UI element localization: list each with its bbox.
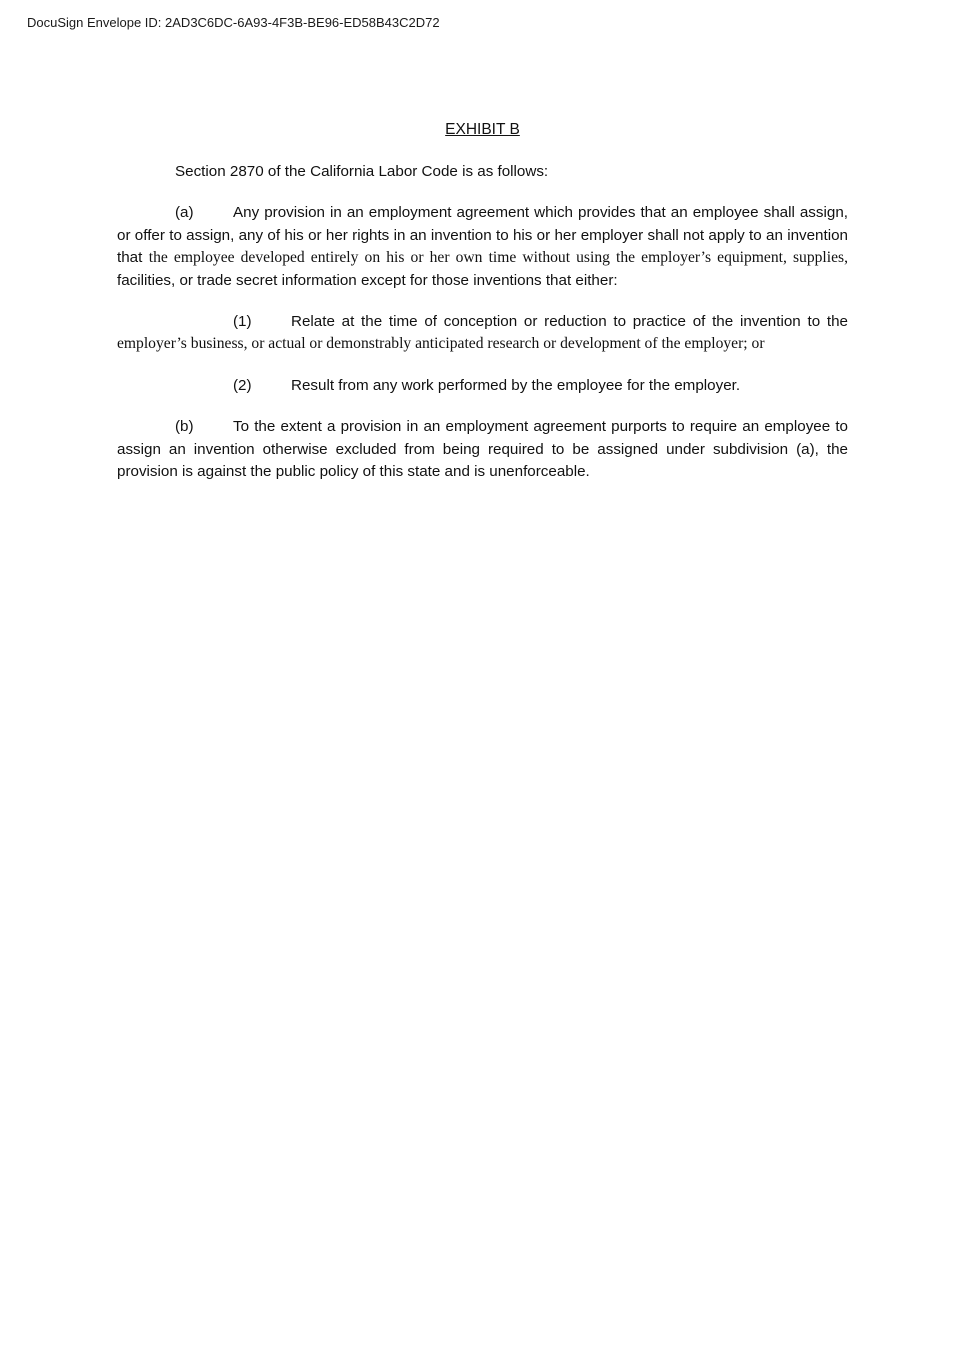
subparagraph-2 [117, 375, 848, 397]
paragraph-a-text-3: facilities, or trade secret information except for those inventions that either: [117, 271, 618, 289]
docusign-envelope-id: DocuSign Envelope ID: 2AD3C6DC-6A93-4F3B-BE96-ED58B43C2D72 [27, 15, 440, 30]
paragraph-b [117, 416, 848, 483]
paragraph-b-text: To the extent a provision in an employment agreement purports to require an employee to assign an invention otherwise excluded from being required to be assigned under subdivision (a), the provision is against the public policy of this state and is unenforceable. [117, 418, 848, 481]
subparagraph-1-text-2: employer’s business, or actual or demonstrably anticipated research or development of the employer; or [117, 335, 765, 353]
subparagraph-1-text-1: Relate at the time of conception or reduction to practice of the invention to the [291, 313, 848, 331]
paragraph-b-label: (b) [175, 418, 194, 436]
subparagraph-1 [117, 311, 848, 356]
paragraph-a [117, 202, 848, 292]
document-page [117, 118, 848, 502]
subparagraph-2-text: Result from any work performed by the employee for the employer. [291, 376, 741, 394]
intro-paragraph: Section 2870 of the California Labor Code is as follows: [175, 163, 549, 180]
paragraph-a-label: (a) [175, 204, 194, 222]
subparagraph-2-label: (2) [233, 376, 252, 394]
subparagraph-1-label: (1) [233, 313, 252, 331]
paragraph-a-text-2: the employee developed entirely on his or her own time without using the employer’s equipment, supplies, [148, 249, 848, 267]
exhibit-title: EXHIBIT B [445, 121, 520, 138]
paragraph-a-text-1: Any provision in an employment agreement which provides that an employee shall assign, or offer to assign, any of his or her rights in an invention to his or her employer shall not apply to an invention that [117, 204, 848, 267]
